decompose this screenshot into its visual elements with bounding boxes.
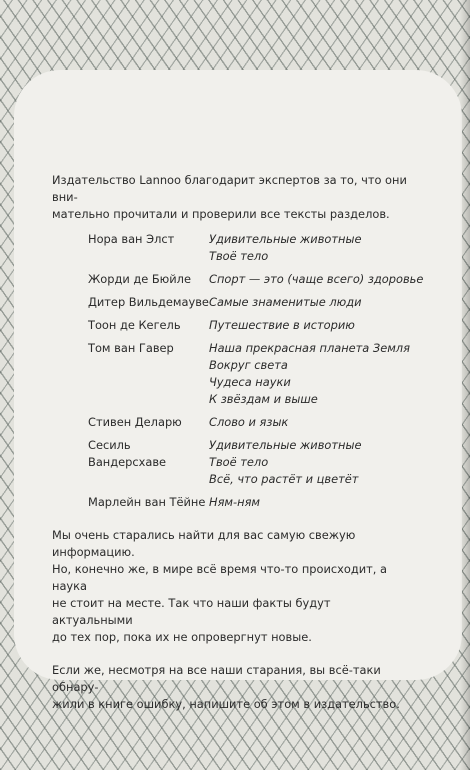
expert-name: Дитер Вильдемауве	[88, 295, 209, 309]
credit-row	[52, 437, 412, 488]
section-title: Спорт — это (чаще всего) здоровье	[209, 272, 424, 286]
expert-name: Жорди де Бюйле	[88, 272, 191, 286]
section-title: К звёздам и выше	[209, 392, 318, 406]
paragraph-up-to-date	[52, 527, 412, 646]
section-title: Удивительные животные	[209, 232, 362, 246]
expert-sections	[209, 494, 412, 511]
expert-sections	[209, 294, 412, 311]
expert-name: Нора ван Элст	[88, 232, 175, 246]
section-title: Всё, что растёт и цветёт	[209, 472, 359, 486]
expert-name: Стивен Деларю	[88, 415, 182, 429]
expert-sections	[209, 340, 412, 408]
section-title: Удивительные животные	[209, 438, 362, 452]
paragraph-errors	[52, 662, 412, 713]
credit-row	[52, 271, 424, 288]
expert-name: Марлейн ван Тёйне	[88, 495, 206, 509]
intro-line: мательно прочитали и проверили все тексты разделов.	[52, 207, 390, 221]
section-title: Самые знаменитые люди	[209, 295, 362, 309]
paragraph-line: не стоит на месте. Так что наши факты будут актуальными	[52, 596, 331, 627]
expert-sections	[209, 231, 412, 265]
credit-row	[52, 294, 412, 311]
paragraph-line: Но, конечно же, в мире всё время что-то происходит, а наука	[52, 562, 387, 593]
paragraph-line: Мы очень старались найти для вас самую свежую информацию.	[52, 528, 356, 559]
paragraph-line: жили в книге ошибку, напишите об этом в издательство.	[52, 697, 400, 711]
intro-paragraph	[52, 172, 412, 223]
expert-sections	[209, 317, 412, 334]
section-title: Наша прекрасная планета Земля	[209, 341, 410, 355]
expert-sections	[209, 271, 423, 288]
credit-row	[52, 317, 412, 334]
section-title: Ням-ням	[209, 495, 261, 509]
credit-row	[52, 414, 412, 431]
credit-row	[52, 231, 412, 265]
paragraph-line: Если же, несмотря на все наши старания, вы всё-таки обнару-	[52, 663, 381, 694]
expert-credits-list	[52, 231, 424, 511]
section-title: Твоё тело	[209, 249, 269, 263]
section-title: Твоё тело	[209, 455, 269, 469]
expert-sections	[209, 437, 412, 488]
expert-name: Тоон де Кегель	[88, 318, 181, 332]
expert-sections	[209, 414, 412, 431]
page-edge-shadow	[460, 0, 470, 770]
credit-row	[52, 340, 412, 408]
credit-row	[52, 494, 412, 511]
acknowledgements-text	[52, 172, 424, 713]
expert-name: Том ван Гавер	[88, 341, 174, 355]
section-title: Вокруг света	[209, 358, 288, 372]
intro-line: Издательство Lannoo благодарит экспертов за то, что они вни-	[52, 173, 407, 204]
expert-name: Сесиль Вандерсхаве	[88, 438, 167, 469]
section-title: Путешествие в историю	[209, 318, 355, 332]
section-title: Слово и язык	[209, 415, 289, 429]
paragraph-line: до тех пор, пока их не опровергнут новые.	[52, 630, 312, 644]
section-title: Чудеса науки	[209, 375, 291, 389]
